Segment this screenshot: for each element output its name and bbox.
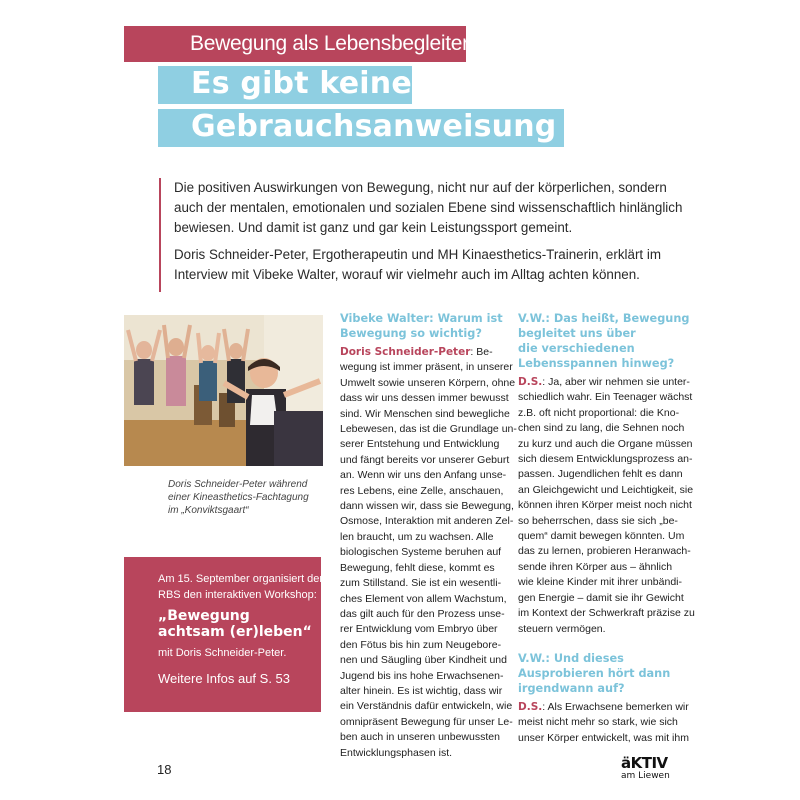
answer-line: Umwelt sowie unseren Körpern, ohne xyxy=(340,376,516,389)
answer-1 xyxy=(340,345,517,761)
speaker-name: D.S. xyxy=(518,376,543,388)
speaker-name: D.S. xyxy=(518,700,543,713)
answer-line: steuern vermögen. xyxy=(518,622,606,635)
answer-line: sende ihren Körper aus – ähnlich xyxy=(518,560,673,573)
interview-column-2 xyxy=(340,311,517,761)
answer-line: und fängt bereits vor unserer Geburt xyxy=(340,453,510,466)
question-2-line: die verschiedenen xyxy=(518,342,635,355)
answer-line: zum Stillstand. Sie ist ein wesentli- xyxy=(340,577,502,590)
answer-line: Osmose, Interaktion mit anderen Zel- xyxy=(340,515,514,528)
answer-line: dass wir uns dessen immer bewusst xyxy=(340,392,509,405)
answer-line: quem“ damit bewegen könnten. Um xyxy=(518,530,685,543)
infobox-headline-2: achtsam (er)leben“ xyxy=(158,624,312,640)
aktiv-am-liewen-logo xyxy=(620,754,680,780)
infobox-headline-1: „Bewegung xyxy=(158,608,250,624)
svg-text:am Liewen: am Liewen xyxy=(621,771,670,780)
interview-column-3 xyxy=(518,311,695,746)
page-number: 18 xyxy=(157,762,172,777)
answer-line: D.S.: Ja, aber wir nehmen sie unter- xyxy=(518,376,690,388)
question-3-line: irgendwann auf? xyxy=(518,681,625,695)
question-1-line: Vibeke Walter: Warum ist xyxy=(340,312,503,325)
answer-3 xyxy=(518,700,689,746)
answer-line: gen Energie – damit sie ihr Gewicht xyxy=(518,591,684,604)
answer-line: sich diesem Entwicklungsprozess an- xyxy=(518,453,693,466)
workshop-photo-image xyxy=(124,315,323,466)
aktiv-logo-graphic xyxy=(620,754,680,780)
answer-line: omnipräsent Bewegung für unser Le- xyxy=(340,715,513,728)
caption-line-3: im „Konviktsgaart“ xyxy=(168,505,249,516)
question-3-line: V.W.: Und dieses xyxy=(518,651,624,665)
answer-line: passen. Jugendlichen fehlt es dann xyxy=(518,468,683,481)
answer-line: so beherrschen, dass sie sich „be- xyxy=(518,514,678,527)
answer-line: Bewegung, fehlt diese, kommt es xyxy=(340,561,495,574)
answer-line: ein Verständnis dafür entwickeln, wie xyxy=(340,700,513,713)
infobox-line-3: mit Doris Schneider-Peter. xyxy=(158,647,287,659)
answer-line: können ihren Körper meist noch nicht xyxy=(518,499,692,512)
answer-line: wegung ist immer präsent, in unserer xyxy=(340,361,513,374)
answer-line: an. Wenn wir uns den Anfang unse- xyxy=(340,469,507,482)
caption-line-2: einer Kineasthetics-Fachtagung xyxy=(168,492,309,503)
photo-caption xyxy=(168,478,328,517)
section-kicker xyxy=(124,26,469,62)
intro-paragraph-2: Doris Schneider-Peter, Ergotherapeutin und MH Kinaesthetics-Trainerin, erklärt im Interview mit Vibeke Walter, worauf wir vielmehr auch im Alltag achten können. xyxy=(174,247,661,282)
intro-paragraph-1: Die positiven Auswirkungen von Bewegung, nicht nur auf der körperlichen, sondern auch der mentalen, emotionalen und sozialen Ebene sind wissenschaftlich hinlänglich bewiesen. Und damit ist ganz und gar kein Leistungssport gemeint. xyxy=(174,180,683,235)
answer-line: an Gleichgewicht und Leichtigkeit, sie xyxy=(518,483,694,496)
answer-line: res Lebens, eine Zelle, anschauen, xyxy=(340,484,504,497)
answer-line: ches Element von allem Wachstum, xyxy=(340,592,507,605)
answer-line: z.B. oft nicht proportional: die Kno- xyxy=(518,406,680,419)
infobox-line-1: Am 15. September organisiert der xyxy=(158,573,324,585)
question-2-line: Lebensspannen hinweg? xyxy=(518,357,675,370)
answer-line: rer Entwicklung vom Embryo über xyxy=(340,623,498,636)
answer-line: schiedlich wahr. Ein Teenager wächst xyxy=(518,391,693,404)
answer-line: biologischen Systeme beruhen auf xyxy=(340,546,502,559)
answer-line: im Kontext der Schwerkraft präzise zu xyxy=(518,607,695,620)
workshop-infobox xyxy=(124,557,324,712)
answer-line: dann wissen wir, dass sie Bewegung, xyxy=(340,500,514,513)
question-3 xyxy=(518,651,683,696)
question-2-line: begleitet uns über xyxy=(518,327,636,340)
answer-line: meist nicht mehr so stark, wie sich xyxy=(518,716,678,729)
workshop-photo xyxy=(124,315,323,466)
answer-line: serer Entstehung und Entwicklung xyxy=(340,438,500,451)
question-1-line: Bewegung so wichtig? xyxy=(340,327,482,340)
answer-line: D.S.: Als Erwachsene bemerken wir xyxy=(518,700,689,713)
infobox-more-link: Weitere Infos auf S. 53 xyxy=(158,671,290,686)
answer-line: unser Körper entwickelt, was mit ihm xyxy=(518,731,689,744)
answer-line: Jugend bis ins hohe Erwachsenen- xyxy=(340,669,504,682)
kicker-text: Bewegung als Lebensbegleiter xyxy=(190,32,469,55)
answer-line: das zu lernen, probieren Heranwach- xyxy=(518,545,691,558)
answer-line: Lebewesen, das ist die Grundlage un- xyxy=(340,423,517,436)
answer-line: alter hinein. Es ist wichtig, dass wir xyxy=(340,684,503,697)
answer-line: chen sind zu lang, die Sehnen noch xyxy=(518,422,685,435)
answer-line: sind. Wir Menschen sind bewegliche xyxy=(340,407,510,420)
title-line-2: Gebrauchsanweisung xyxy=(191,109,557,144)
question-3-line: Ausprobieren hört dann xyxy=(518,666,671,680)
answer-line: ben auch in unseren unbewussten xyxy=(340,731,500,744)
answer-line: len braucht, um zu wachsen. Alle xyxy=(340,530,494,543)
intro-block xyxy=(159,178,694,292)
answer-line: Doris Schneider-Peter: Be- xyxy=(340,346,493,358)
answer-line: Entwicklungsphasen ist. xyxy=(340,746,453,759)
answer-2 xyxy=(518,375,695,637)
answer-line: nen und Säugling über Kindheit und xyxy=(340,654,507,667)
answer-line: den Fötus bis hin zum Neugebore- xyxy=(340,638,502,651)
answer-line: das gilt auch für den Prozess unse- xyxy=(340,607,505,620)
infobox-line-2: RBS den interaktiven Workshop: xyxy=(158,589,317,601)
question-2-line: V.W.: Das heißt, Bewegung xyxy=(518,312,690,325)
question-1 xyxy=(340,311,505,341)
question-2 xyxy=(518,311,690,371)
title-bar-1 xyxy=(158,66,412,104)
svg-text:äKTIV: äKTIV xyxy=(621,754,668,772)
answer-line: zu kurz und auch die Organe müssen xyxy=(518,437,693,450)
title-line-1: Es gibt keine xyxy=(191,66,412,101)
answer-line: wie kleine Kinder mit ihrer unbändi- xyxy=(518,576,682,589)
speaker-name: Doris Schneider-Peter xyxy=(340,346,471,358)
title-bar-2 xyxy=(158,109,564,147)
caption-line-1: Doris Schneider-Peter während xyxy=(168,479,308,490)
